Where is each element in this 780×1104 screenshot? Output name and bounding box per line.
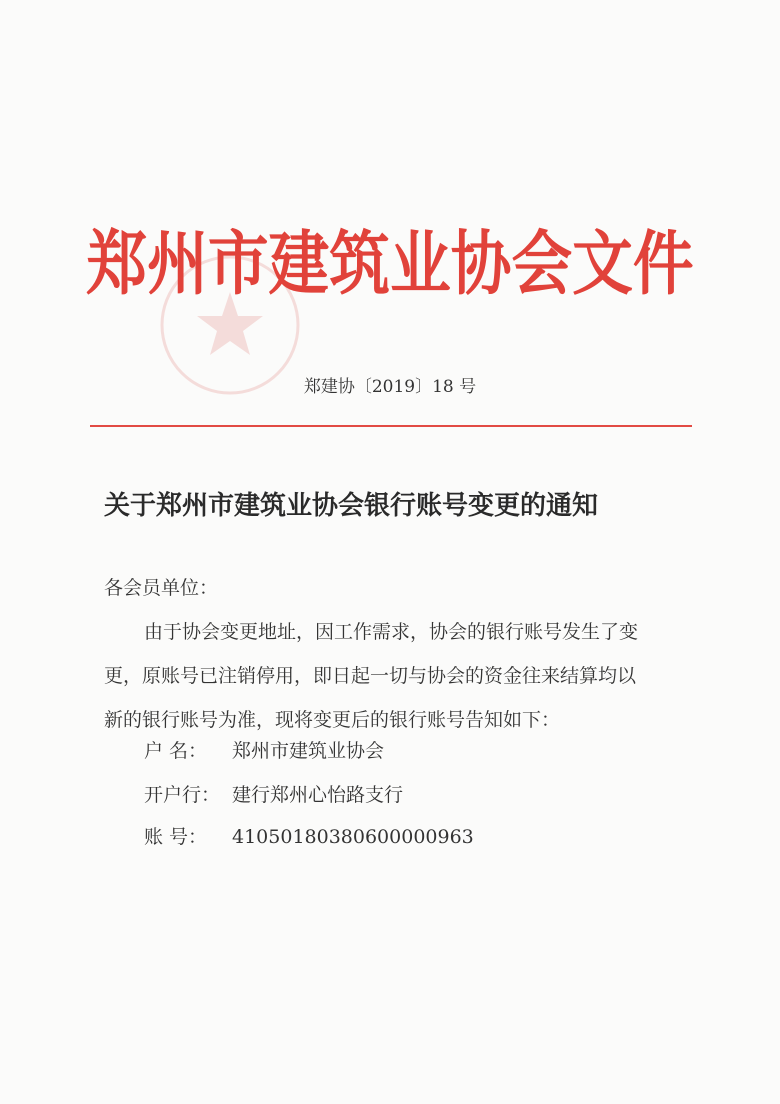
notice-title: 关于郑州市建筑业协会银行账号变更的通知 [104, 491, 599, 521]
bank-branch-value: 建行郑州心怡路支行 [232, 784, 404, 806]
account-number-row [144, 822, 474, 849]
salutation: 各会员单位： [104, 577, 219, 599]
notice-paragraph [104, 610, 704, 742]
document-number: 郑建协〔2019〕18 号 [303, 377, 477, 397]
paragraph-line: 新的银行账号为准，现将变更后的银行账号告知如下： [104, 709, 561, 731]
account-number-value: 41050180380600000963 [232, 826, 474, 848]
paragraph-line: 由于协会变更地址，因工作需求，协会的银行账号发生了变 [144, 621, 639, 643]
issuing-organization-title: 郑州市建筑业协会文件 [86, 222, 694, 305]
bank-branch-row [144, 780, 403, 807]
account-name-label: 户 名： [144, 740, 208, 762]
account-name-row [144, 736, 384, 763]
bank-branch-label: 开户行： [144, 784, 221, 806]
account-name-value: 郑州市建筑业协会 [232, 740, 385, 762]
red-divider-line [90, 425, 692, 427]
account-number-label: 账 号： [144, 826, 208, 848]
paragraph-line: 更，原账号已注销停用，即日起一切与协会的资金往来结算均以 [104, 665, 637, 687]
